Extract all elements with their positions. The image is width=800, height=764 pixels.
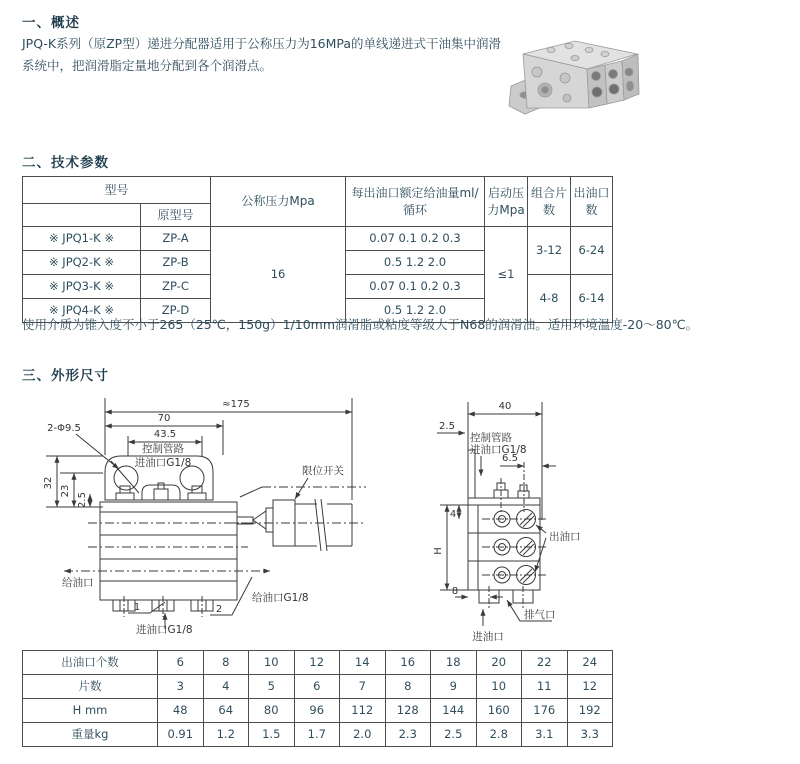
table-row [23,675,613,699]
table-cell: 10 [476,675,522,699]
dim-H: H [433,547,444,555]
label-oil-port-right: 给油口G1/8 [252,592,309,604]
flow-cell: 0.07 0.1 0.2 0.3 [346,275,485,299]
dimension-table [22,650,613,747]
label-control-pipe: 控制管路 [142,443,184,455]
orig-model-cell: ZP-B [141,251,211,275]
orig-model-cell: ZP-C [141,275,211,299]
table-cell: 18 [431,651,477,675]
flow-cell: 0.07 0.1 0.2 0.3 [346,227,485,251]
table-cell: 6 [158,651,204,675]
dim-6-5: 6.5 [502,453,518,464]
header-flow: 每出油口额定给油量ml/循环 [346,177,485,227]
table-cell: 6 [294,675,340,699]
table-cell: 112 [340,699,386,723]
table-cell: 20 [476,651,522,675]
header-start-pressure: 启动压力Mpa [485,177,528,227]
table-row [23,699,613,723]
tech-params-table [22,176,613,323]
table-cell: 2.3 [385,723,431,747]
table-cell: 64 [203,699,249,723]
model-cell: ※ JPQ1-K ※ [23,227,141,251]
table-cell: 2.0 [340,723,386,747]
table-cell: 3.3 [567,723,613,747]
start-pressure-cell: ≤1 [485,227,528,323]
table-cell: 3 [158,675,204,699]
callout-2: 2 [215,604,223,615]
table-cell: 16 [385,651,431,675]
section3-heading: 三、外形尺寸 [22,368,109,384]
table-cell: 176 [522,699,568,723]
pressure-cell: 16 [211,227,346,323]
label-inlet-side: 进油口G1/8 [470,444,527,456]
table-cell: 12 [294,651,340,675]
dim-2-5-side: 2.5 [439,421,455,432]
table-cell: 12 [567,675,613,699]
label-control-pipe-side: 控制管路 [470,432,512,444]
table-cell: 2.5 [431,723,477,747]
medium-note: 使用介质为锥入度不小于265（25℃，150g）1/10mm润滑脂或粘度等级大于N68的润滑油。适用环境温度-20～80℃。 [22,317,699,332]
table-cell: 160 [476,699,522,723]
header-pressure: 公称压力Mpa [211,177,346,227]
label-limit-switch: 限位开关 [302,465,344,477]
table-cell: 192 [567,699,613,723]
table-cell: 96 [294,699,340,723]
dim-hole: 2-Φ9.5 [47,423,81,434]
table-cell: 80 [249,699,295,723]
table-cell: 3.1 [522,723,568,747]
orig-model-cell: ZP-D [141,299,211,323]
table-cell: 8 [203,651,249,675]
header-orig-model: 原型号 [141,204,211,227]
header-plates: 组合片数 [528,177,571,227]
table-cell: 4 [203,675,249,699]
flow-cell: 0.5 1.2 2.0 [346,251,485,275]
dim-175: ≈175 [222,399,250,410]
table-cell: 1.2 [203,723,249,747]
plates-cell: 4-8 [528,275,571,323]
dimension-drawing [0,385,800,647]
label-exhaust: 排气口 [524,609,556,621]
dim-32: 32 [43,476,54,490]
dim-2-5: 2.5 [77,492,88,508]
dim-40: 40 [498,401,512,412]
header-outlets: 出油口数 [571,177,613,227]
table-cell: 2.8 [476,723,522,747]
table-row [23,651,613,675]
product-photo [505,24,665,116]
table-cell: 9 [431,675,477,699]
outlets-cell: 6-24 [571,227,613,275]
label-oil-port-left: 给油口 [62,577,94,589]
row-label: H mm [23,699,158,723]
row-label: 重量kg [23,723,158,747]
overview-paragraph-line1: JPQ-K系列（原ZP型）递进分配器适用于公称压力为16MPa的单线递进式干油集中润滑 [22,36,502,51]
table-cell: 10 [249,651,295,675]
table-row [23,723,613,747]
table-cell: 14 [340,651,386,675]
table-cell: 1.7 [294,723,340,747]
table-cell: 8 [385,675,431,699]
model-cell: ※ JPQ4-K ※ [23,299,141,323]
label-inlet-top: 进油口G1/8 [134,457,192,469]
overview-paragraph-line2: 系统中，把润滑脂定量地分配到各个润滑点。 [22,58,273,73]
row-label: 片数 [23,675,158,699]
flow-cell: 0.5 1.2 2.0 [346,299,485,323]
dim-table-body [23,651,613,747]
table-cell: 144 [431,699,477,723]
model-cell: ※ JPQ2-K ※ [23,251,141,275]
label-inlet-bottom-side: 进油口 [472,631,504,643]
label-outlet: 出油口 [549,531,581,543]
dim-43-5: 43.5 [153,429,177,440]
section2-heading: 二、技术参数 [22,155,109,171]
plates-cell: 3-12 [528,227,571,275]
table-cell: 5 [249,675,295,699]
table-cell: 22 [522,651,568,675]
dim-4: 4 [449,509,457,520]
section1-heading: 一、概述 [22,15,80,31]
label-inlet-bottom: 进油口G1/8 [136,624,193,636]
table-cell: 0.91 [158,723,204,747]
table-cell: 7 [340,675,386,699]
table-cell: 11 [522,675,568,699]
outlets-cell: 6-14 [571,275,613,323]
table-cell: 48 [158,699,204,723]
dim-8: 8 [451,586,459,597]
header-model-blank [23,204,141,227]
header-model: 型号 [23,177,211,204]
orig-model-cell: ZP-A [141,227,211,251]
table-cell: 1.5 [249,723,295,747]
dim-23: 23 [60,484,71,498]
model-cell: ※ JPQ3-K ※ [23,275,141,299]
table-cell: 24 [567,651,613,675]
table-cell: 128 [385,699,431,723]
dim-70: 70 [157,413,171,424]
callout-1: 1 [133,602,141,613]
row-label: 出油口个数 [23,651,158,675]
